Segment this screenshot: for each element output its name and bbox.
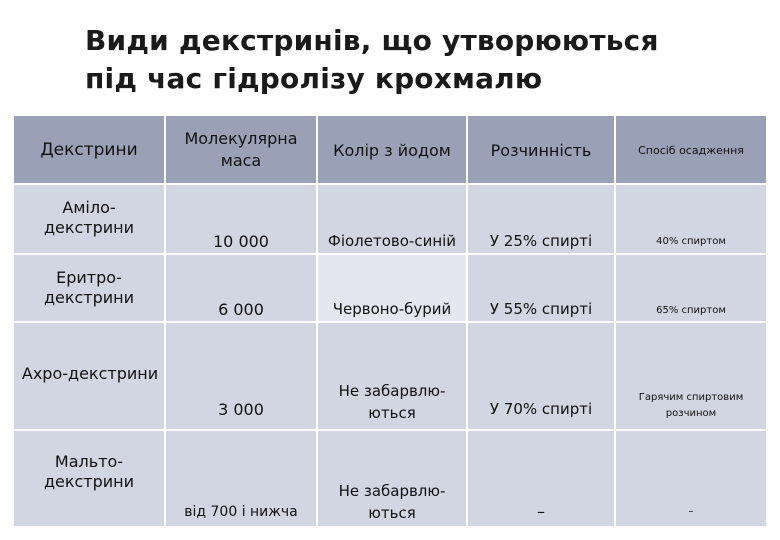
row-4-solubility-value: – <box>537 502 545 521</box>
row-4-name <box>14 452 164 496</box>
header-color-label: Колір з йодом <box>333 140 451 160</box>
row-2-name-line-2: декстрини <box>43 288 135 307</box>
row-1-name-line-2: декстрини <box>43 218 135 237</box>
title-line-2: під час гідролізу крохмалю <box>85 62 543 95</box>
row-2-solubility-value: У 55% спирті <box>489 300 593 318</box>
row-3-name <box>14 364 166 386</box>
header-dextrins <box>14 116 164 184</box>
row-3-precipitation-line-1: Гарячим спиртовим <box>638 392 744 403</box>
row-3-mass <box>166 400 316 420</box>
row-1-name <box>14 198 164 248</box>
row-2-color <box>318 300 466 320</box>
row-2-name-line-1: Еритро- <box>56 268 122 287</box>
row-3-name-value: Ахро-декстрини <box>21 364 159 383</box>
header-mass-line-2: маса <box>220 151 262 170</box>
row-1-precipitation-value: 40% спиртом <box>656 236 726 247</box>
row-3-mass-value: 3 000 <box>218 400 264 419</box>
row-4-solubility <box>468 502 614 522</box>
row-2-precipitation <box>616 305 766 321</box>
header-iodine-color <box>318 116 466 184</box>
row-1-mass <box>166 232 316 252</box>
row-1-mass-value: 10 000 <box>213 232 269 251</box>
row-4-color-line-1: Не забарвлю- <box>338 482 446 500</box>
row-4-color <box>318 480 466 524</box>
slide-title <box>85 22 745 98</box>
header-precipitation-label: Спосіб осадження <box>638 143 744 157</box>
row-3-color <box>318 380 466 424</box>
row-4-precipitation <box>616 506 766 522</box>
header-dextrins-label: Декстрини <box>40 140 138 160</box>
grid-line-h3 <box>14 321 766 323</box>
grid-line-h2 <box>14 253 766 255</box>
row-3-solubility-value: У 70% спирті <box>489 400 593 418</box>
header-precipitation <box>616 116 766 184</box>
row-3-precipitation-line-2: розчином <box>665 408 717 419</box>
header-solubility-label: Розчинність <box>490 140 592 160</box>
header-solubility <box>468 116 614 184</box>
title-line-1: Види декстринів, що утворюються <box>85 24 659 57</box>
row-2-color-value: Червоно-бурий <box>332 300 452 318</box>
row-2-mass <box>166 300 316 320</box>
row-2-mass-value: 6 000 <box>218 300 264 319</box>
row-4-mass <box>166 504 316 524</box>
row-2-solubility <box>468 300 614 320</box>
row-1-color <box>318 232 466 252</box>
row-1-name-line-1: Аміло- <box>62 198 116 217</box>
header-molecular-mass <box>166 116 316 184</box>
grid-line-h4 <box>14 429 766 431</box>
row-4-mass-value: від 700 і нижча <box>184 504 298 520</box>
row-4-precipitation-value: – <box>688 506 694 517</box>
row-1-precipitation <box>616 236 766 252</box>
row-2-precipitation-value: 65% спиртом <box>656 305 726 316</box>
row-3-color-line-2: ються <box>368 404 416 422</box>
row-2-name <box>14 268 164 318</box>
row-3-color-line-1: Не забарвлю- <box>338 382 446 400</box>
row-3-precipitation <box>616 390 766 422</box>
row-3-solubility <box>468 400 614 420</box>
row-1-solubility <box>468 232 614 252</box>
row-4-color-line-2: ються <box>368 504 416 522</box>
row-1-color-value: Фіолетово-синій <box>327 232 457 250</box>
row-1-solubility-value: У 25% спирті <box>489 232 593 250</box>
header-mass-line-1: Молекулярна <box>184 129 298 148</box>
row-4-name-line-1: Мальто- <box>54 452 124 471</box>
row-4-name-line-2: декстрини <box>43 472 135 491</box>
